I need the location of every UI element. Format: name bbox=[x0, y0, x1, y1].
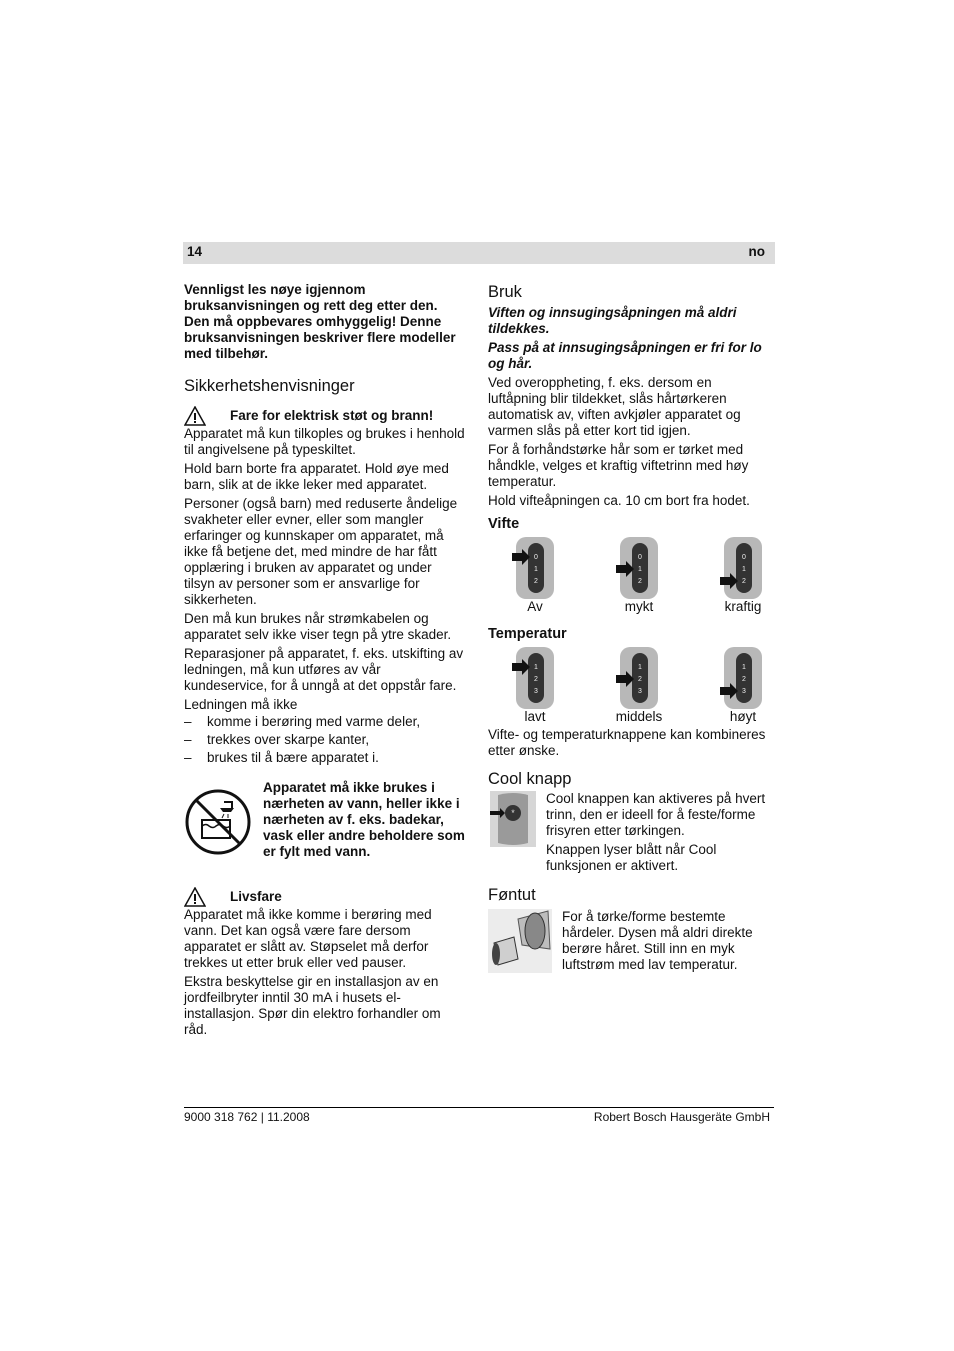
fan-label: Av bbox=[527, 599, 543, 614]
temp-dial-low bbox=[508, 647, 562, 725]
temperature-switch-icon bbox=[614, 647, 664, 709]
paragraph: Hold barn borte fra apparatet. Hold øye med barn, slik at de ikke leker med apparatet. bbox=[184, 461, 449, 492]
fan-dial-strong bbox=[716, 537, 770, 615]
temperature-title: Temperatur bbox=[488, 626, 567, 642]
list-item: – brukes til å bære apparatet i. bbox=[184, 750, 466, 766]
page-number: 14 bbox=[187, 244, 203, 259]
svg-text:2: 2 bbox=[534, 578, 538, 585]
language-code: no bbox=[748, 244, 765, 259]
left-column bbox=[184, 282, 466, 1041]
temperature-label: lavt bbox=[524, 709, 546, 724]
svg-text:3: 3 bbox=[638, 688, 642, 695]
footer-divider bbox=[184, 1107, 774, 1108]
nozzle-block bbox=[488, 909, 773, 976]
header-bar bbox=[183, 242, 775, 264]
fan-dial-soft bbox=[612, 537, 666, 615]
cool-paragraph-1: Cool knappen kan aktiveres på hvert trinn, den er ideell for å feste/forme frisyren etter tørkingen. bbox=[546, 791, 766, 838]
fan-dial-off bbox=[508, 537, 562, 615]
svg-text:*: * bbox=[511, 808, 515, 818]
water-warning: Apparatet må ikke brukes i nærheten av vann, heller ikke i nærheten av f. eks. badekar, vask eller andre beholdere som er fylt med vann. bbox=[263, 780, 465, 859]
temp-dial-high bbox=[716, 647, 770, 725]
svg-text:0: 0 bbox=[638, 554, 642, 561]
fan-switch-icon bbox=[614, 537, 664, 599]
svg-text:0: 0 bbox=[534, 554, 538, 561]
paragraph: Den må kun brukes når strømkabelen og apparatet selv ikke viser tegn på ytre skader. bbox=[184, 611, 452, 642]
fan-dials bbox=[508, 537, 770, 615]
use-title: Bruk bbox=[488, 283, 522, 301]
svg-text:2: 2 bbox=[534, 676, 538, 683]
svg-text:2: 2 bbox=[638, 578, 642, 585]
temperature-switch-icon bbox=[510, 647, 560, 709]
cool-block bbox=[488, 791, 773, 877]
warning-life-row bbox=[184, 887, 466, 907]
footer-doc-number: 9000 318 762 | 11.2008 bbox=[184, 1110, 310, 1124]
svg-text:0: 0 bbox=[742, 554, 746, 561]
fan-label: mykt bbox=[624, 599, 654, 614]
nozzle-paragraph: For å tørke/forme bestemte hårdeler. Dysen må aldri direkte berøre håret. Still inn en myk luftstrøm med lav temperatur. bbox=[562, 909, 753, 972]
paragraph: Hold vifteåpningen ca. 10 cm bort fra hodet. bbox=[488, 493, 750, 508]
temperature-dials bbox=[508, 647, 770, 725]
warning-triangle-icon bbox=[184, 887, 206, 907]
intro-text: Vennligst les nøye igjennom bruksanvisningen og rett deg etter den. Den må oppbevares omhyggelig! Denne bruksanvisningen beskriver flere modeller med tilbehør. bbox=[184, 282, 456, 361]
use-warning-2: Pass på at innsugingsåpningen er fri for lo og hår. bbox=[488, 340, 762, 371]
temperature-label: høyt bbox=[729, 709, 757, 724]
paragraph: Personer (også barn) med reduserte åndelige svakheter eller evner, eller som mangler erfaringer og kunnskaper om apparatet, må ikke få betjene det, med mindre de har fått opplæring i bruken av apparatet og under tilsyn av personer som er ansvarlige for sikkerheten. bbox=[184, 496, 458, 607]
svg-text:1: 1 bbox=[742, 664, 746, 671]
svg-text:2: 2 bbox=[638, 676, 642, 683]
footer-company: Robert Bosch Hausgeräte GmbH bbox=[593, 1110, 770, 1124]
svg-text:2: 2 bbox=[742, 676, 746, 683]
right-column bbox=[488, 282, 773, 976]
paragraph: Ekstra beskyttelse gir en installasjon av en jordfeilbryter inntil 30 mA i husets el-installasjon. Spør din elektro forhandler om råd. bbox=[184, 974, 441, 1037]
nozzle-icon bbox=[488, 909, 552, 973]
use-warning-1: Viften og innsugingsåpningen må aldri tildekkes. bbox=[488, 305, 737, 336]
safety-title: Sikkerhetshenvisninger bbox=[184, 377, 355, 395]
paragraph: Apparatet må ikke komme i berøring med vann. Det kan også være fare dersom apparatet er slått av. Støpselet må derfor trekkes ut etter bruk eller ved pauser. bbox=[184, 907, 432, 970]
warning-triangle-icon bbox=[184, 406, 206, 426]
list-item: – trekkes over skarpe kanter, bbox=[184, 732, 466, 748]
list-item: – komme i berøring med varme deler, bbox=[184, 714, 466, 730]
fan-label: kraftig bbox=[724, 599, 762, 614]
warning-electric: Fare for elektrisk støt og brann! bbox=[230, 408, 434, 423]
svg-text:1: 1 bbox=[534, 566, 538, 573]
fan-switch-icon bbox=[718, 537, 768, 599]
svg-text:1: 1 bbox=[742, 566, 746, 573]
svg-text:2: 2 bbox=[742, 578, 746, 585]
cool-title: Cool knapp bbox=[488, 770, 572, 788]
svg-text:1: 1 bbox=[638, 664, 642, 671]
cord-intro: Ledningen må ikke bbox=[184, 697, 298, 712]
paragraph: Apparatet må kun tilkoples og brukes i henhold til angivelsene på typeskiltet. bbox=[184, 426, 465, 457]
cool-button-icon bbox=[488, 791, 538, 847]
temp-dial-medium bbox=[612, 647, 666, 725]
nozzle-title: Føntut bbox=[488, 886, 536, 904]
svg-text:1: 1 bbox=[534, 664, 538, 671]
temperature-switch-icon bbox=[718, 647, 768, 709]
cool-paragraph-2: Knappen lyser blått når Cool funksjonen er aktivert. bbox=[546, 842, 717, 873]
svg-text:1: 1 bbox=[638, 566, 642, 573]
no-water-icon bbox=[184, 788, 252, 856]
warning-electric-row bbox=[184, 406, 466, 426]
water-warning-block bbox=[184, 780, 466, 863]
svg-text:3: 3 bbox=[534, 688, 538, 695]
paragraph: Reparasjoner på apparatet, f. eks. utskifting av ledningen, må kun utføres av vår kundeservice, for å unngå at det oppstår fare. bbox=[184, 646, 464, 693]
fan-switch-icon bbox=[510, 537, 560, 599]
fan-title: Vifte bbox=[488, 516, 520, 532]
combine-text: Vifte- og temperaturknappene kan kombineres etter ønske. bbox=[488, 727, 766, 758]
paragraph: For å forhåndstørke hår som er tørket med håndkle, velges et kraftig viftetrinn med høy temperatur. bbox=[488, 442, 749, 489]
warning-life: Livsfare bbox=[230, 889, 282, 904]
temperature-label: middels bbox=[615, 709, 663, 724]
paragraph: Ved overoppheting, f. eks. dersom en luftåpning blir tildekket, slås hårtørkeren automatisk av, viften avkjøler apparatet og varmen slås på etter kort tid igjen. bbox=[488, 375, 741, 438]
cord-list bbox=[184, 714, 466, 766]
svg-text:3: 3 bbox=[742, 688, 746, 695]
